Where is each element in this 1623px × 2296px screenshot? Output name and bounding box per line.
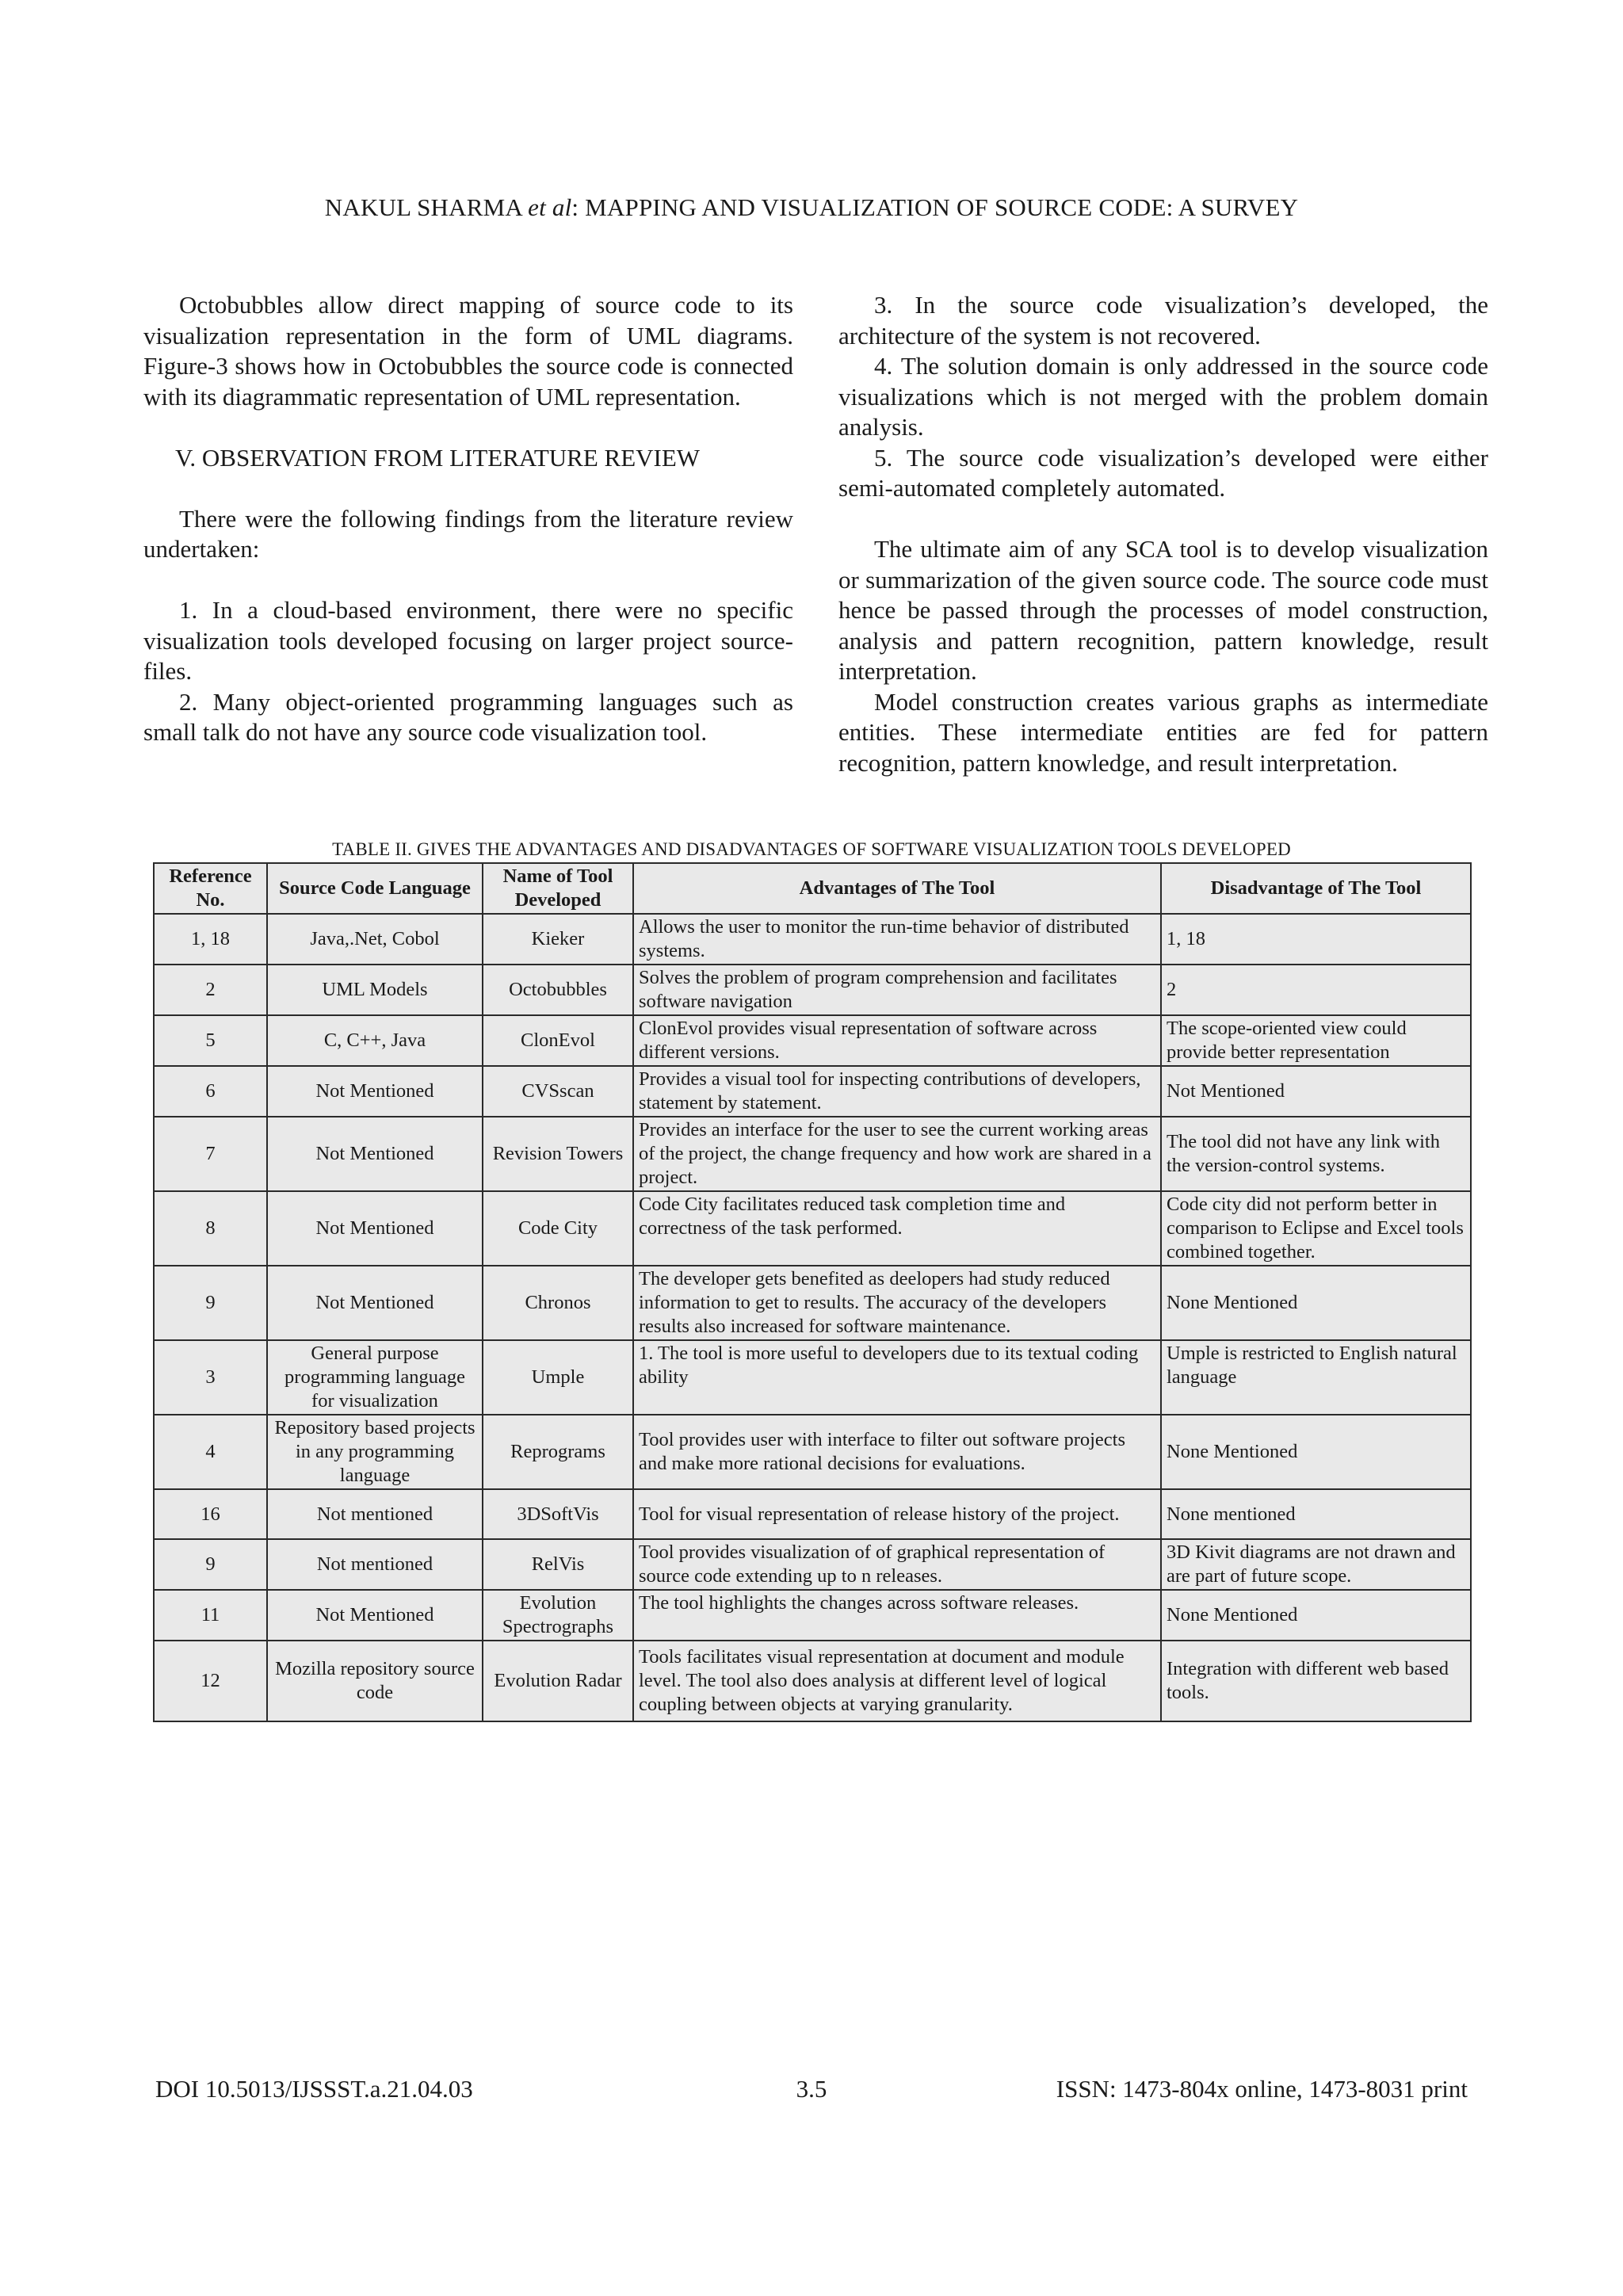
finding-4: 4. The solution domain is only addressed in the source code visualizations which is not merged with the problem domain analysis.: [838, 352, 1488, 441]
cell-disadvantage: None mentioned: [1161, 1489, 1471, 1539]
cell-reference: 16: [154, 1489, 267, 1539]
cell-reference: 12: [154, 1641, 267, 1721]
cell-reference: 9: [154, 1539, 267, 1590]
cell-reference: 9: [154, 1266, 267, 1340]
table-row: [154, 1266, 1471, 1340]
cell-reference: 3: [154, 1340, 267, 1415]
table-row: [154, 1539, 1471, 1590]
cell-language: Not mentioned: [267, 1539, 483, 1590]
cell-disadvantage: The scope-oriented view could provide better representation: [1161, 1015, 1471, 1066]
cell-disadvantage: Umple is restricted to English natural language: [1161, 1340, 1471, 1415]
table-caption: TABLE II. GIVES THE ADVANTAGES AND DISADVANTAGES OF SOFTWARE VISUALIZATION TOOLS DEVELOPED: [332, 839, 1291, 859]
header-source-code-language: Source Code Language: [267, 863, 483, 914]
table-row: [154, 1117, 1471, 1191]
model-construction-paragraph: Model construction creates various graphs as intermediate entities. These intermediate entities are fed for pattern recognition, pattern knowledge, and result interpretation.: [838, 687, 1488, 777]
table-row: [154, 1590, 1471, 1641]
cell-disadvantage: Integration with different web based tools.: [1161, 1641, 1471, 1721]
cell-disadvantage: The tool did not have any link with the version-control systems.: [1161, 1117, 1471, 1191]
table-row: [154, 1489, 1471, 1539]
cell-tool: Chronos: [483, 1266, 633, 1340]
octobubbles-paragraph: Octobubbles allow direct mapping of source code to its visualization representation in the form of UML diagrams. Figure-3 shows how in Octobubbles the source code is connected with its diagrammatic representation of UML representation.: [143, 291, 793, 411]
cell-language: Mozilla repository source code: [267, 1641, 483, 1721]
cell-reference: 6: [154, 1066, 267, 1117]
cell-tool: Umple: [483, 1340, 633, 1415]
left-column: [143, 290, 793, 748]
finding-5: 5. The source code visualization’s developed were either semi-automated completely automated.: [838, 443, 1488, 502]
findings-intro-paragraph: There were the following findings from the literature review undertaken:: [143, 504, 793, 563]
table-row: [154, 1015, 1471, 1066]
cell-disadvantage: Not Mentioned: [1161, 1066, 1471, 1117]
footer-doi: DOI 10.5013/IJSSST.a.21.04.03: [155, 2075, 473, 2103]
footer-issn: ISSN: 1473-804x online, 1473-8031 print: [1056, 2075, 1468, 2103]
cell-advantage: Provides a visual tool for inspecting contributions of developers, statement by statement.: [633, 1066, 1161, 1117]
cell-language: Not Mentioned: [267, 1266, 483, 1340]
header-title: : MAPPING AND VISUALIZATION OF SOURCE CODE: A SURVEY: [571, 193, 1299, 221]
cell-language: Java,.Net, Cobol: [267, 914, 483, 965]
cell-language: Not Mentioned: [267, 1117, 483, 1191]
cell-advantage: Allows the user to monitor the run-time behavior of distributed systems.: [633, 914, 1161, 965]
cell-reference: 5: [154, 1015, 267, 1066]
cell-disadvantage: None Mentioned: [1161, 1590, 1471, 1641]
table-header-row: [154, 863, 1471, 914]
footer-page-number: 3.5: [796, 2075, 827, 2103]
cell-disadvantage: 1, 18: [1161, 914, 1471, 965]
cell-advantage: Tools facilitates visual representation at document and module level. The tool also does analysis at different level of logical coupling between objects at varying granularity.: [633, 1641, 1161, 1721]
cell-language: General purpose programming language for visualization: [267, 1340, 483, 1415]
header-disadvantage: Disadvantage of The Tool: [1161, 863, 1471, 914]
cell-advantage: Tool for visual representation of release history of the project.: [633, 1489, 1161, 1539]
cell-language: Not Mentioned: [267, 1191, 483, 1266]
cell-tool: ClonEvol: [483, 1015, 633, 1066]
right-column: [838, 290, 1488, 778]
cell-reference: 7: [154, 1117, 267, 1191]
cell-advantage: Tool provides user with interface to filter out software projects and make more rational decisions for evaluations.: [633, 1415, 1161, 1489]
sca-aim-paragraph: The ultimate aim of any SCA tool is to develop visualization or summarization of the given source code. The source code must hence be passed through the processes of model construction, analysis and pattern recognition, pattern knowledge, result interpretation.: [838, 535, 1488, 685]
running-header: [0, 193, 1623, 222]
cell-language: Not Mentioned: [267, 1066, 483, 1117]
cell-reference: 4: [154, 1415, 267, 1489]
cell-language: UML Models: [267, 965, 483, 1015]
table-row: [154, 1641, 1471, 1721]
header-tool-name: Name of Tool Developed: [483, 863, 633, 914]
cell-reference: 11: [154, 1590, 267, 1641]
table-row: [154, 1415, 1471, 1489]
cell-language: Not Mentioned: [267, 1590, 483, 1641]
cell-tool: Octobubbles: [483, 965, 633, 1015]
cell-advantage: 1. The tool is more useful to developers due to its textual coding ability: [633, 1340, 1161, 1415]
cell-language: Repository based projects in any programming language: [267, 1415, 483, 1489]
cell-advantage: Solves the problem of program comprehension and facilitates software navigation: [633, 965, 1161, 1015]
cell-advantage: Tool provides visualization of of graphical representation of source code extending up to n releases.: [633, 1539, 1161, 1590]
header-authors: NAKUL SHARMA: [324, 193, 522, 221]
cell-tool: 3DSoftVis: [483, 1489, 633, 1539]
cell-tool: RelVis: [483, 1539, 633, 1590]
cell-tool: CVSscan: [483, 1066, 633, 1117]
finding-2: 2. Many object-oriented programming languages such as small talk do not have any source code visualization tool.: [143, 687, 793, 746]
header-etal: et al: [528, 193, 572, 221]
table-row: [154, 1340, 1471, 1415]
cell-language: Not mentioned: [267, 1489, 483, 1539]
cell-advantage: ClonEvol provides visual representation of software across different versions.: [633, 1015, 1161, 1066]
cell-advantage: Provides an interface for the user to see the current working areas of the project, the change frequency and how work are shared in a project.: [633, 1117, 1161, 1191]
cell-tool: Evolution Spectrographs: [483, 1590, 633, 1641]
finding-3: 3. In the source code visualization’s developed, the architecture of the system is not recovered.: [838, 291, 1488, 350]
table-row: [154, 965, 1471, 1015]
header-advantages: Advantages of The Tool: [633, 863, 1161, 914]
cell-tool: Evolution Radar: [483, 1641, 633, 1721]
cell-tool: Kieker: [483, 914, 633, 965]
tools-table: [153, 862, 1472, 1722]
cell-disadvantage: 2: [1161, 965, 1471, 1015]
cell-advantage: The developer gets benefited as deelopers had study reduced information to get to results. The accuracy of the developers results also increased for software maintenance.: [633, 1266, 1161, 1340]
cell-disadvantage: None Mentioned: [1161, 1266, 1471, 1340]
cell-reference: 2: [154, 965, 267, 1015]
cell-language: C, C++, Java: [267, 1015, 483, 1066]
cell-reference: 8: [154, 1191, 267, 1266]
table-row: [154, 914, 1471, 965]
finding-1: 1. In a cloud-based environment, there were no specific visualization tools developed focusing on larger project source-files.: [143, 596, 793, 685]
cell-advantage: Code City facilitates reduced task completion time and correctness of the task performed.: [633, 1191, 1161, 1266]
cell-disadvantage: Code city did not perform better in comparison to Eclipse and Excel tools combined together.: [1161, 1191, 1471, 1266]
section-heading: V. OBSERVATION FROM LITERATURE REVIEW: [175, 443, 701, 472]
cell-tool: Revision Towers: [483, 1117, 633, 1191]
cell-disadvantage: None Mentioned: [1161, 1415, 1471, 1489]
cell-tool: Reprograms: [483, 1415, 633, 1489]
cell-tool: Code City: [483, 1191, 633, 1266]
cell-disadvantage: 3D Kivit diagrams are not drawn and are part of future scope.: [1161, 1539, 1471, 1590]
cell-advantage: The tool highlights the changes across software releases.: [633, 1590, 1161, 1641]
cell-reference: 1, 18: [154, 914, 267, 965]
header-reference-no: Reference No.: [154, 863, 267, 914]
table-row: [154, 1066, 1471, 1117]
table-row: [154, 1191, 1471, 1266]
